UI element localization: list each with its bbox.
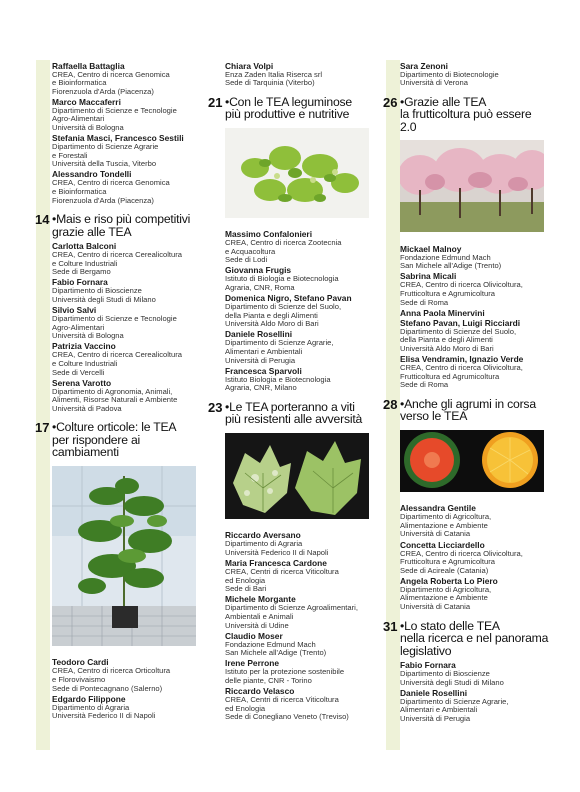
author-name: Claudio Moser bbox=[225, 630, 283, 641]
section-28-heading[interactable] bbox=[383, 396, 550, 424]
affiliation-line: Dipartimento di Scienze Agroalimentari, bbox=[225, 603, 358, 613]
column-2 bbox=[208, 60, 375, 722]
author-name: Alessandra Gentile bbox=[400, 503, 476, 514]
affiliation-line: Frutticoltura ed Agrumicoltura bbox=[400, 371, 500, 381]
affiliation-line: della Pianta e degli Alimenti bbox=[225, 310, 318, 320]
section-title: •Con le TEA leguminose più produttive e nutritive bbox=[225, 94, 353, 122]
affiliation-line: Dipartimento di Agronomia, Animali, bbox=[52, 386, 173, 396]
affiliation-line: Università della Tuscia, Viterbo bbox=[52, 159, 157, 169]
section-number: 26 bbox=[383, 94, 398, 110]
author-entry bbox=[225, 329, 375, 365]
affiliation-line: Dipartimento di Scienze del Suolo, bbox=[400, 326, 517, 336]
affiliation-line: Università Federico II di Napoli bbox=[52, 711, 156, 721]
affiliation-line: Ambientali e Animali bbox=[225, 611, 294, 621]
affiliation-line: Agraria, CNR, Roma bbox=[225, 283, 295, 293]
affiliation-line: San Michele all'Adige (Trento) bbox=[225, 648, 327, 658]
affiliation-line: Sede di Tarquinia (Viterbo) bbox=[225, 78, 315, 88]
author-group bbox=[400, 61, 550, 88]
affiliation-line: Sede di Roma bbox=[400, 380, 449, 390]
author-name: Sabrina Micali bbox=[400, 271, 457, 282]
author-group bbox=[400, 503, 550, 611]
affiliation-line: CREA, Centro di ricerca Olivicoltura, bbox=[400, 362, 523, 372]
affiliation-line: e Bioinformatica bbox=[52, 78, 107, 88]
affiliation-line: CREA, Centro di ricerca Cerealicoltura bbox=[52, 250, 182, 260]
affiliation-line: Università di Bologna bbox=[52, 122, 124, 132]
affiliation-line: Università di Perugia bbox=[400, 713, 471, 723]
affiliation-line: Università di Udine bbox=[225, 620, 289, 630]
section-number: 23 bbox=[208, 399, 223, 415]
affiliation-line: Dipartimento di Scienze del Suolo, bbox=[225, 302, 342, 312]
author-entry bbox=[400, 688, 550, 724]
affiliation-line: Sede di Roma bbox=[400, 297, 449, 307]
author-entry bbox=[225, 61, 375, 88]
author-entry bbox=[400, 576, 550, 612]
affiliation-line: Sede di Lodi bbox=[225, 255, 268, 265]
affiliation-line: Fiorenzuola d'Arda (Piacenza) bbox=[52, 195, 154, 205]
section-number: 28 bbox=[383, 396, 398, 412]
section-31-heading[interactable] bbox=[383, 618, 550, 658]
author-name: Riccardo Velasco bbox=[225, 686, 295, 697]
author-entry bbox=[225, 686, 375, 722]
affiliation-line: CREA, Centro di ricerca Olivicoltura, bbox=[400, 280, 523, 290]
affiliation-line: Università di Perugia bbox=[225, 355, 296, 365]
author-group bbox=[52, 241, 202, 413]
author-name: Stefania Masci, Francesco Sestili bbox=[52, 133, 184, 144]
author-group bbox=[225, 229, 375, 393]
affiliation-line: CREA, Centro di ricerca Orticoltura bbox=[52, 666, 171, 676]
affiliation-line: Università di Verona bbox=[400, 78, 468, 88]
affiliation-line: Enza Zaden Italia Riserca srl bbox=[225, 69, 323, 79]
affiliation-line: Dipartimento di Scienze Agrarie bbox=[52, 142, 159, 152]
section-title: •Colture orticole: le TEA per rispondere ai cambiamenti bbox=[52, 420, 177, 460]
affiliation-line: CREA, Centro di ricerca Olivicoltura, bbox=[400, 548, 523, 558]
affiliation-line: CREA, Centro di ricerca Cerealicoltura bbox=[52, 350, 182, 360]
author-entry bbox=[400, 308, 550, 354]
author-name: Fabio Fornara bbox=[52, 277, 108, 288]
affiliation-line: e Bioinformatica bbox=[52, 186, 107, 196]
author-entry bbox=[400, 503, 550, 539]
section-title: •Le TEA porteranno a viti più resistenti alle avversità bbox=[225, 399, 363, 427]
author-entry bbox=[400, 61, 550, 88]
affiliation-line: ed Enologia bbox=[225, 575, 266, 585]
affiliation-line: ed Enologia bbox=[225, 703, 266, 713]
author-name: Raffaella Battaglia bbox=[52, 60, 125, 71]
affiliation-line: Fondazione Edmund Mach bbox=[225, 639, 316, 649]
affiliation-line: CREA, Centri di ricerca Viticoltura bbox=[225, 695, 339, 705]
author-name: Silvio Salvi bbox=[52, 305, 97, 316]
author-name: Fabio Fornara bbox=[400, 660, 456, 671]
tomato-plant-photo bbox=[52, 466, 196, 646]
author-group bbox=[225, 530, 375, 721]
affiliation-line: Istituto Biologia e Biotecnologia bbox=[225, 374, 331, 384]
affiliation-line: Agraria, CNR, Milano bbox=[225, 383, 297, 393]
affiliation-line: Dipartimento di Scienze Agrarie, bbox=[400, 696, 509, 706]
author-name: Concetta Licciardello bbox=[400, 539, 485, 550]
author-entry bbox=[400, 271, 550, 307]
author-entry bbox=[52, 61, 202, 97]
column-3 bbox=[383, 60, 550, 724]
author-entry bbox=[225, 558, 375, 594]
author-entry bbox=[225, 265, 375, 292]
author-name: Sara Zenoni bbox=[400, 60, 448, 71]
author-name: Francesca Sparvoli bbox=[225, 365, 302, 376]
author-name: Maria Francesca Cardone bbox=[225, 558, 327, 569]
section-number: 21 bbox=[208, 94, 223, 110]
section-21-heading[interactable] bbox=[208, 94, 375, 122]
affiliation-line: Dipartimento di Agraria bbox=[225, 539, 303, 549]
author-name: Edgardo Filippone bbox=[52, 693, 126, 704]
affiliation-line: Alimentazione e Ambiente bbox=[400, 593, 488, 603]
affiliation-line: CREA, Centro di ricerca Zootecnia bbox=[225, 238, 342, 248]
affiliation-line: Università Federico II di Napoli bbox=[225, 548, 329, 557]
affiliation-line: Dipartimento di Agraria bbox=[52, 702, 130, 712]
affiliation-line: Università di Padova bbox=[52, 403, 122, 413]
affiliation-line: e Colture Industriali bbox=[52, 358, 118, 368]
author-group bbox=[52, 61, 202, 206]
author-entry bbox=[52, 657, 202, 693]
affiliation-line: CREA, Centro di ricerca Genomica bbox=[52, 178, 170, 188]
author-entry bbox=[225, 530, 375, 557]
author-name: Marco Maccaferri bbox=[52, 96, 121, 107]
affiliation-line: Dipartimento di Scienze Agrarie, bbox=[225, 338, 334, 348]
author-name: Elisa Vendramin, Ignazio Verde bbox=[400, 353, 524, 364]
affiliation-line: Agro-Alimentari bbox=[52, 114, 105, 124]
blossoming-orchard-photo bbox=[400, 140, 544, 232]
author-name: Riccardo Aversano bbox=[225, 530, 301, 541]
author-entry bbox=[52, 341, 202, 377]
affiliation-line: e Acquacoltura bbox=[225, 246, 276, 256]
citrus-fruits-photo bbox=[400, 430, 544, 492]
author-group bbox=[400, 660, 550, 723]
column-1 bbox=[35, 60, 202, 721]
section-title: •Mais e riso più competitivi grazie alle TEA bbox=[52, 212, 191, 239]
affiliation-line: Alimentari e Ambientali bbox=[400, 705, 478, 715]
affiliation-line: Dipartimento di Biotecnologie bbox=[400, 69, 499, 79]
affiliation-line: Frutticoltura e Agrumicoltura bbox=[400, 288, 495, 298]
affiliation-line: Sede di Acireale (Catania) bbox=[400, 565, 489, 575]
author-name: Teodoro Cardi bbox=[52, 657, 109, 668]
author-entry bbox=[52, 305, 202, 341]
author-name: Daniele Rosellini bbox=[225, 329, 293, 340]
affiliation-line: Università di Catania bbox=[400, 529, 471, 539]
section-number: 31 bbox=[383, 618, 398, 634]
affiliation-line: Agro-Alimentari bbox=[52, 322, 105, 332]
affiliation-line: Sede di Conegliano Veneto (Treviso) bbox=[225, 712, 349, 722]
author-entry bbox=[52, 694, 202, 721]
affiliation-line: CREA, Centri di ricerca Viticoltura bbox=[225, 567, 339, 577]
affiliation-line: Università di Bologna bbox=[52, 331, 124, 341]
affiliation-line: Dipartimento di Agricoltura, bbox=[400, 584, 492, 594]
author-entry bbox=[225, 594, 375, 630]
affiliation-line: Sede di Bergamo bbox=[52, 267, 111, 277]
author-entry bbox=[52, 97, 202, 133]
author-entry bbox=[225, 366, 375, 393]
column-accent-bar bbox=[36, 60, 50, 750]
author-entry bbox=[52, 378, 202, 414]
affiliation-line: e Florovivaismo bbox=[52, 675, 106, 685]
vine-leaves-photo bbox=[225, 433, 369, 519]
author-name: Daniele Rosellini bbox=[400, 687, 468, 698]
affiliation-line: Università di Catania bbox=[400, 601, 471, 611]
affiliation-line: Frutticoltura e Agrumicoltura bbox=[400, 557, 495, 567]
affiliation-line: Dipartimento di Scienze e Tecnologie bbox=[52, 105, 177, 115]
affiliation-line: e Colture Industriali bbox=[52, 258, 118, 268]
affiliation-line: Università degli Studi di Milano bbox=[52, 295, 156, 304]
section-title: •Lo stato delle TEA nella ricerca e nel panorama legislativo bbox=[400, 618, 549, 658]
affiliation-line: Istituto per la protezione sostenibile bbox=[225, 667, 345, 677]
section-17-heading[interactable] bbox=[35, 420, 202, 460]
author-entry bbox=[52, 133, 202, 169]
author-name: Serena Varotto bbox=[52, 377, 112, 388]
legume-sprouts-photo bbox=[225, 128, 369, 218]
author-name: Chiara Volpi bbox=[225, 60, 274, 71]
author-entry bbox=[225, 293, 375, 329]
author-name: Mickael Malnoy bbox=[400, 243, 462, 254]
author-name: Domenica Nigro, Stefano Pavan bbox=[225, 293, 352, 304]
section-title: •Grazie alle TEA la frutticoltura può essere 2.0 bbox=[400, 94, 532, 134]
affiliation-line: Alimenti, Risorse Naturali e Ambiente bbox=[52, 395, 178, 405]
author-name: Irene Perrone bbox=[225, 658, 279, 669]
section-number: 14 bbox=[35, 212, 50, 228]
section-23-heading[interactable] bbox=[208, 399, 375, 427]
author-entry bbox=[225, 658, 375, 685]
author-entry bbox=[400, 354, 550, 390]
affiliation-line: Alimentazione e Ambiente bbox=[400, 520, 488, 530]
affiliation-line: Dipartimento di Bioscienze bbox=[400, 669, 490, 679]
affiliation-line: Alimentari e Ambientali bbox=[225, 347, 303, 357]
affiliation-line: CREA, Centro di ricerca Genomica bbox=[52, 69, 170, 79]
affiliation-line: Dipartimento di Agricoltura, bbox=[400, 512, 492, 522]
affiliation-line: Fiorenzuola d'Arda (Piacenza) bbox=[52, 86, 154, 96]
author-entry bbox=[52, 241, 202, 277]
author-entry bbox=[400, 660, 550, 687]
section-26-heading[interactable] bbox=[383, 94, 550, 134]
author-name: Michele Morgante bbox=[225, 594, 296, 605]
affiliation-line: San Michele all'Adige (Trento) bbox=[400, 261, 502, 271]
affiliation-line: Sede di Pontecagnano (Salerno) bbox=[52, 683, 163, 693]
author-group bbox=[52, 657, 202, 720]
section-number: 17 bbox=[35, 420, 50, 436]
affiliation-line: Università Aldo Moro di Bari bbox=[400, 343, 494, 353]
section-title: •Anche gli agrumi in corsa verso le TEA bbox=[400, 396, 536, 424]
affiliation-line: Fondazione Edmund Mach bbox=[400, 252, 491, 262]
affiliation-line: Sede di Vercelli bbox=[52, 367, 105, 377]
affiliation-line: Dipartimento di Scienze e Tecnologie bbox=[52, 314, 177, 324]
affiliation-line: delle piante, CNR - Torino bbox=[225, 675, 312, 685]
author-entry bbox=[400, 244, 550, 271]
author-entry bbox=[225, 229, 375, 265]
author-name: Angela Roberta Lo Piero bbox=[400, 575, 498, 586]
author-name: Carlotta Balconi bbox=[52, 241, 117, 252]
affiliation-line: Istituto di Biologia e Biotecnologia bbox=[225, 274, 339, 284]
affiliation-line: Sede di Bari bbox=[225, 584, 267, 594]
author-name: Alessandro Tondelli bbox=[52, 169, 132, 180]
author-entry bbox=[225, 631, 375, 658]
author-group bbox=[400, 244, 550, 390]
section-14-heading[interactable] bbox=[35, 212, 202, 239]
affiliation-line: Università degli Studi di Milano bbox=[400, 677, 504, 687]
affiliation-line: Dipartimento di Bioscienze bbox=[52, 286, 142, 296]
affiliation-line: Università Aldo Moro di Bari bbox=[225, 319, 319, 329]
author-name: Patrizia Vaccino bbox=[52, 341, 116, 352]
affiliation-line: della Pianta e degli Alimenti bbox=[400, 335, 493, 345]
author-entry bbox=[52, 277, 202, 304]
author-name: Massimo Confalonieri bbox=[225, 229, 313, 240]
author-group bbox=[225, 61, 375, 88]
author-name: Anna Paola Minervini Stefano Pavan, Luigi Ricciardi bbox=[400, 307, 521, 328]
author-entry bbox=[52, 169, 202, 205]
author-entry bbox=[400, 540, 550, 576]
affiliation-line: e Forestali bbox=[52, 150, 88, 160]
author-name: Giovanna Frugis bbox=[225, 265, 292, 276]
